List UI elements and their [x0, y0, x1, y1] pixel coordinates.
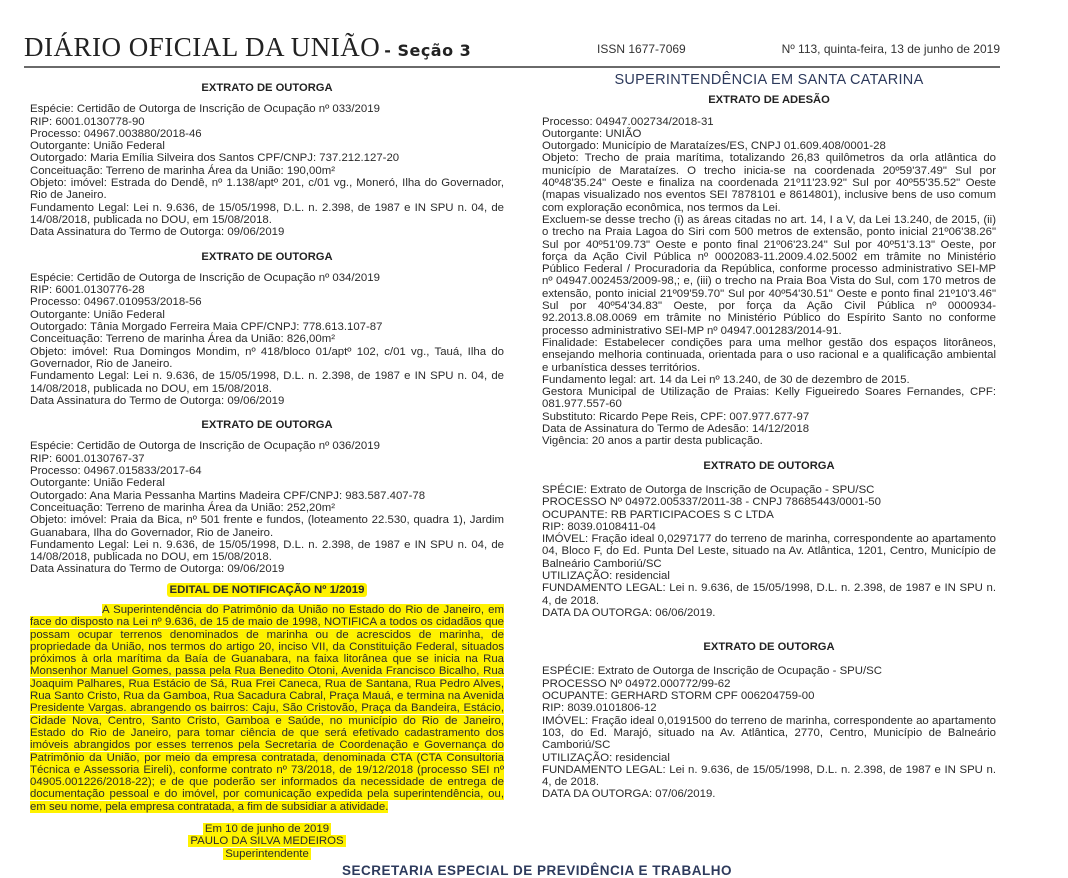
signer-name: PAULO DA SILVA MEDEIROS	[190, 835, 344, 848]
title-text: DIÁRIO OFICIAL DA UNIÃO	[24, 32, 381, 62]
section-title-previdencia: SECRETARIA ESPECIAL DE PREVIDÊNCIA E TRABALHO	[342, 863, 733, 878]
adesao-line: Processo: 04947.002734/2018-31	[542, 115, 714, 128]
extrato-line: DATA DA OUTORGA: 06/06/2019.	[542, 606, 716, 619]
section-title-santa-catarina: SUPERINTENDÊNCIA EM SANTA CATARINA	[614, 72, 924, 88]
edital-body-text: A Superintendência do Patrimônio da União no Estado do Rio de Janeiro, em face do disposto na Lei nº 9.636, de 15 de maio de 1998, NOTIFICA a todos os cidadãos que possam ocupar terrenos denominados de marinha ou de acrescidos de marinha, de propriedade da União, nos termos do artigo 20, inciso VII, da Constituição Federal, situados próximos à orla marítima da Baía de Guanabara, na faixa litorânea que se inicia na Rua Monsenhor Manuel Gomes, passa pela Rua Benedito Otoni, Avenida Francisco Bicalho, Rua Joaquim Palhares, Rua Estácio de Sá, Rua Frei Caneca, Rua de Santana, Rua Pedro Alves, Rua Santo Cristo, Rua da Gamboa, Rua Sacadura Cabral, Praça Mauá, e termina na Avenida Presidente Vargas. abrangendo os bairros: Caju, São Cristovão, Praça da Bandeira, Estácio, Cidade Nova, Centro, Santo Cristo, Gamboa e Saúde, no município do Rio de Janeiro, Estado do Rio de Janeiro, para tomar ciência de que será efetivado cadastramento dos imóveis abrangidos por esses terrenos pela Secretaria de Coordenação e Governança do Patrimônio da União, por meio da empresa contratada, denominada CTA (CTA Consultoria Técnica e Assessoria Eireli), conforme contrato nº 73/2018, de 19/12/2018 (processo SEI nº 04905.001226/2018-22); e de que poderão ser informados da necessidade de entrega de documentação pessoal e do imóvel, por comunicação expedida pela superintendência, ou, em seu nome, pela empresa contratada, a fim de subsidiar a atividade.	[30, 603, 504, 813]
extrato-heading: EXTRATO DE ADESÃO	[708, 94, 830, 107]
adesao-line: Substituto: Ricardo Pepe Reis, CPF: 007.977.677-97	[542, 410, 810, 423]
extrato-line: Objeto: imóvel: Rua Domingos Mondim, nº 418/bloco 01/aptº 102, c/01 vg., Tauá, Ilha do Governador, Rio de Janeiro.	[30, 345, 504, 370]
extrato-line: RIP: 8039.0101806-12	[542, 702, 657, 715]
adesao-line: Objeto: Trecho de praia marítima, totalizando 26,83 quilômetros da orla atlântica do município de Marataízes. O trecho inicia-se na coordenada 20º59'37.49" Sul por 40º48'35.24" Oeste e finaliza na coordenada 21º11'23.92" Sul por 40º55'35.52" Oeste (mapas visualizado nos eventos SEI 7878101 e 8614801), inclusive bens de uso comum com exploração econômica, nos termos da Lei.	[542, 152, 996, 214]
edital-title-text: EDITAL DE NOTIFICAÇÃO Nº 1/2019	[167, 583, 368, 597]
edital-title	[30, 584, 504, 596]
extrato-line: PROCESSO Nº 04972.000772/99-62	[542, 677, 731, 690]
extrato-adesao	[542, 94, 996, 447]
right-column	[542, 74, 996, 801]
extrato-outorga-036	[30, 419, 504, 576]
extrato-line: IMÓVEL: Fração ideal 0,0191500 do terreno de marinha, correspondente ao apartamento 103, do Ed. Marajó, situado na Av. Atlântica, 2770, Centro, Município de Balneário Camboriú/SC	[542, 714, 996, 752]
extrato-line: Conceituação: Terreno de marinha Área da União: 252,20m²	[30, 501, 335, 514]
extrato-line: ESPÉCIE: Extrato de Outorga de Inscrição de Ocupação - SPU/SC	[542, 665, 882, 678]
signature-date: Em 10 de junho de 2019	[204, 823, 330, 836]
extrato-line: OCUPANTE: GERHARD STORM CPF 006204759-00	[542, 690, 815, 703]
extrato-line: DATA DA OUTORGA: 07/06/2019.	[542, 788, 716, 801]
extrato-line: FUNDAMENTO LEGAL: Lei n. 9.636, de 15/05/1998, D.L. n. 2.398, de 1987 e IN SPU n. 4, de 2018.	[542, 582, 996, 607]
edition-date: Nº 113, quinta-feira, 13 de junho de 2019	[781, 42, 1000, 56]
issn: ISSN 1677-7069	[597, 42, 686, 56]
extrato-line: RIP: 6001.0130776-28	[30, 284, 145, 297]
extrato-outorga-034	[30, 251, 504, 408]
extrato-line: Processo: 04967.010953/2018-56	[30, 296, 202, 309]
extrato-line: Data Assinatura do Termo de Outorga: 09/06/2019	[30, 563, 285, 576]
adesao-line: Gestora Municipal de Utilização de Praias: Kelly Figueiredo Soares Fernandes, CPF: 081.977.557-60	[542, 386, 996, 411]
extrato-outorga-sc-1	[542, 460, 996, 620]
extrato-line: Outorgado: Ana Maria Pessanha Martins Madeira CPF/CNPJ: 983.587.407-78	[30, 489, 426, 502]
extrato-line: Espécie: Certidão de Outorga de Inscrição de Ocupação nº 036/2019	[30, 440, 380, 453]
extrato-line: Espécie: Certidão de Outorga de Inscrição de Ocupação nº 033/2019	[30, 103, 380, 116]
extrato-line: Data Assinatura do Termo de Outorga: 09/06/2019	[30, 394, 285, 407]
extrato-line: OCUPANTE: RB PARTICIPACOES S C LTDA	[542, 508, 774, 521]
extrato-line: Outorgado: Tânia Morgado Ferreira Maia CPF/CNPJ: 778.613.107-87	[30, 321, 383, 334]
extrato-outorga-sc-2	[542, 641, 996, 801]
extrato-outorga-033	[30, 82, 504, 239]
extrato-line: Espécie: Certidão de Outorga de Inscrição de Ocupação nº 034/2019	[30, 271, 380, 284]
extrato-line: PROCESSO Nº 04972.005337/2011-38 - CNPJ 78685443/0001-50	[542, 496, 881, 509]
extrato-line: Outorgado: Maria Emília Silveira dos Santos CPF/CNPJ: 737.212.127-20	[30, 152, 400, 165]
extrato-line: Outorgante: União Federal	[30, 140, 165, 153]
extrato-line: Processo: 04967.003880/2018-46	[30, 127, 202, 140]
adesao-line: Data de Assinatura do Termo de Adesão: 14/12/2018	[542, 423, 810, 436]
extrato-line: Conceituação: Terreno de marinha Área da União: 826,00m²	[30, 333, 335, 346]
extrato-line: Fundamento Legal: Lei n. 9.636, de 15/05/1998, D.L. n. 2.398, de 1987 e IN SPU n. 04, de 14/08/2018, publicada no DOU, em 15/08/2018.	[30, 201, 504, 226]
adesao-line: Excluem-se desse trecho (i) as áreas citadas no art. 14, I a V, da Lei 13.240, de 2015, (ii) o trecho na Praia Lagoa do Siri com 500 metros de extensão, ponto inicial 21º06'38.26" Sul por 40º51'09.73" Oeste e ponto final 21º06'23.24" Sul por 40º51'3.13" Oeste, por força da Ação Civil Pública nº 0002083-11.2009.4.02.5002 em trâmite no Ministério Público Federal / Procuradoria da República, conforme processo administrativo SEI-MP nº 04947.002453/2009-98,; e, (iii) o trecho na Praia Boa Vista do Sul, com 170 metros de extensão, ponto inicial 21º09'59.70" Sul por 40º54'30.51" Oeste e ponto final 21º10'3.46" Sul por 40º54'34.83" Oeste, por força da Ação Civil Pública nº 0000934-92.2013.8.08.0069 em trâmite no Ministério Público do Espírito Santo no conforme processo administrativo SEI-MP nº 04947.001283/2014-91.	[542, 213, 996, 337]
edital-notificacao	[30, 584, 504, 860]
extrato-line: UTILIZAÇÃO: residencial	[542, 569, 670, 582]
adesao-line: Outorgado: Município de Marataízes/ES, CNPJ 01.609.408/0001-28	[542, 140, 886, 153]
extrato-line: Objeto: imóvel: Estrada do Dendê, nº 1.138/aptº 201, c/01 vg., Moneró, Ilha do Governador, Rio de Janeiro.	[30, 177, 504, 202]
newspaper-title	[24, 32, 471, 63]
extrato-line: FUNDAMENTO LEGAL: Lei n. 9.636, de 15/05/1998, D.L. n. 2.398, de 1987 e IN SPU n. 4, de 2018.	[542, 763, 996, 789]
signer-role: Superintendente	[225, 847, 309, 860]
extrato-heading: EXTRATO DE OUTORGA	[703, 459, 835, 472]
extrato-line: Conceituação: Terreno de marinha Área da União: 190,00m²	[30, 164, 335, 177]
extrato-line: Fundamento Legal: Lei n. 9.636, de 15/05/1998, D.L. n. 2.398, de 1987 e IN SPU n. 04, de 14/08/2018, publicada no DOU, em 15/08/2018.	[30, 370, 504, 395]
extrato-line: Outorgante: União Federal	[30, 477, 165, 490]
extrato-line: SPÉCIE: Extrato de Outorga de Inscrição de Ocupação - SPU/SC	[542, 483, 875, 496]
extrato-line: RIP: 6001.0130767-37	[30, 452, 145, 465]
extrato-line: UTILIZAÇÃO: residencial	[542, 751, 670, 764]
extrato-heading: EXTRATO DE OUTORGA	[201, 419, 333, 432]
extrato-line: Processo: 04967.015833/2017-64	[30, 465, 202, 478]
left-column	[30, 74, 504, 860]
extrato-line: RIP: 8039.0108411-04	[542, 520, 656, 533]
extrato-line: Outorgante: União Federal	[30, 308, 165, 321]
extrato-line: RIP: 6001.0130778-90	[30, 115, 145, 128]
extrato-line: Objeto: imóvel: Praia da Bica, nº 501 frente e fundos, (loteamento 22.530, quadra 1), Jardim Guanabara, Ilha do Governador, Rio de Janeiro.	[30, 514, 504, 539]
signature-block	[30, 823, 504, 860]
section-label: - Seção 3	[384, 41, 472, 60]
extrato-line: Fundamento Legal: Lei n. 9.636, de 15/05/1998, D.L. n. 2.398, de 1987 e IN SPU n. 04, de 14/08/2018, publicada no DOU, em 15/08/2018.	[30, 538, 504, 564]
extrato-heading: EXTRATO DE OUTORGA	[201, 250, 333, 263]
adesao-line: Vigência: 20 anos a partir desta publicação.	[542, 435, 763, 448]
adesao-line: Fundamento legal: art. 14 da Lei nº 13.240, de 30 de dezembro de 2015.	[542, 373, 910, 386]
adesao-line: Outorgante: UNIÃO	[542, 127, 642, 140]
masthead	[24, 30, 1000, 68]
extrato-line: IMÓVEL: Fração ideal 0,0297177 do terreno de marinha, correspondente ao apartamento 04, Bloco F, do Ed. Punta Del Leste, situado na Av. Atlântica, 1201, Centro, Município de Balneário Camboriú/SC	[542, 533, 996, 570]
extrato-line: Data Assinatura do Termo de Outorga: 09/06/2019	[30, 226, 285, 239]
extrato-heading: EXTRATO DE OUTORGA	[703, 641, 835, 654]
edital-body	[30, 604, 504, 813]
adesao-line: Finalidade: Estabelecer condições para uma melhor gestão dos espaços litorâneos, ensejando melhoria continuada, orientada para o uso racional e a qualificação ambiental e urbanística desses territórios.	[542, 336, 996, 374]
extrato-heading: EXTRATO DE OUTORGA	[201, 82, 333, 94]
